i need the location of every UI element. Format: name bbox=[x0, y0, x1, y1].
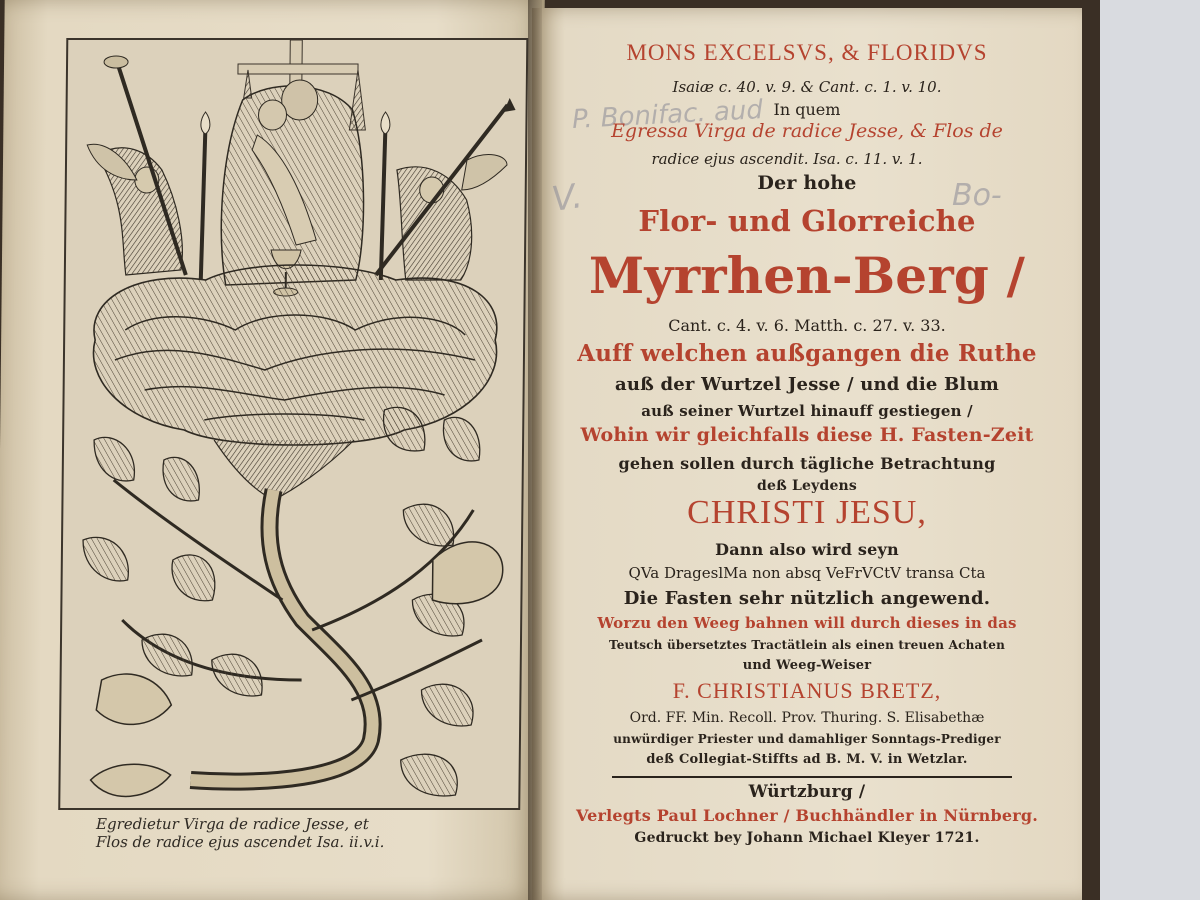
title-line-egressa: Egressa Virga de radice Jesse, & Flos de bbox=[611, 120, 1003, 142]
right-page bbox=[532, 8, 1082, 900]
title-line-myrrhen: Myrrhen-Berg / bbox=[588, 246, 1026, 305]
title-line-gedruckt: Gedruckt bey Johann Michael Kleyer 1721. bbox=[634, 830, 980, 846]
title-line-christi: CHRISTI JESU, bbox=[687, 494, 927, 531]
title-line-verlegts: Verlegts Paul Lochner / Buchhändler in Nürnberg. bbox=[575, 806, 1039, 825]
title-line-in-quem: In quem bbox=[773, 100, 841, 119]
caption-line: Egredietur Virga de radice Jesse, et bbox=[95, 815, 369, 833]
title-line-mons: MONS EXCELSVS, & FLORIDVS bbox=[626, 40, 988, 65]
title-line-flor: Flor- und Glorreiche bbox=[638, 204, 976, 238]
caption-line: Flos de radice ejus ascendet Isa. ii.v.i. bbox=[95, 833, 385, 851]
frontispiece-engraving bbox=[58, 38, 528, 810]
title-line-unw: unwürdiger Priester und damahliger Sonntags-Prediger bbox=[613, 732, 1001, 746]
handwritten-annotation: P. Bonifac. aud bbox=[571, 95, 764, 135]
title-line-worzu: Worzu den Weeg bahnen will durch dieses in das bbox=[597, 614, 1017, 632]
title-line-collegiat: deß Collegiat-Stiffts ad B. M. V. in Wetzlar. bbox=[646, 752, 968, 767]
title-line-teutsch: Teutsch übersetztes Tractätlein als einen treuen Achaten bbox=[608, 638, 1006, 652]
title-line-fasten: Die Fasten sehr nützlich angewend. bbox=[623, 588, 991, 609]
title-line-weeg: und Weeg-Weiser bbox=[742, 658, 872, 673]
title-line-isaiae: Isaiæ c. 40. v. 9. & Cant. c. 1. v. 10. bbox=[672, 78, 942, 96]
title-line-ord: Ord. FF. Min. Recoll. Prov. Thuring. S. Elisabethæ bbox=[629, 710, 985, 726]
engraving-illustration bbox=[60, 40, 526, 808]
title-line-cant: Cant. c. 4. v. 6. Matth. c. 27. v. 33. bbox=[668, 316, 946, 335]
title-line-qva: QVa DrageslMa non absq VeFrVCtV transa Cta bbox=[628, 564, 986, 582]
title-line-auss: auß der Wurtzel Jesse / und die Blum bbox=[615, 374, 999, 395]
title-line-auff: Auff welchen außgangen die Ruthe bbox=[577, 340, 1037, 367]
handwritten-annotation: V. bbox=[549, 176, 585, 220]
title-line-gehen: gehen sollen durch tägliche Betrachtung bbox=[618, 454, 996, 473]
handwritten-annotation: Bo- bbox=[952, 178, 1002, 213]
title-line-radice: radice ejus ascendit. Isa. c. 11. v. 1. bbox=[651, 150, 923, 168]
title-rule bbox=[612, 776, 1012, 778]
title-line-wurzburg: Würtzburg / bbox=[748, 782, 866, 802]
title-line-seiner: auß seiner Wurtzel hinauff gestiegen / bbox=[641, 402, 973, 420]
title-line-wohin: Wohin wir gleichfalls diese H. Fasten-Zeit bbox=[580, 424, 1034, 446]
frontispiece-caption bbox=[96, 815, 516, 851]
left-page bbox=[0, 0, 545, 900]
title-line-der-hohe: Der hohe bbox=[757, 172, 857, 194]
book-gutter bbox=[528, 0, 542, 900]
title-line-dann: Dann also wird seyn bbox=[715, 540, 899, 559]
title-line-dess: deß Leydens bbox=[756, 478, 858, 494]
title-line-author: F. CHRISTIANUS BRETZ, bbox=[672, 678, 942, 703]
